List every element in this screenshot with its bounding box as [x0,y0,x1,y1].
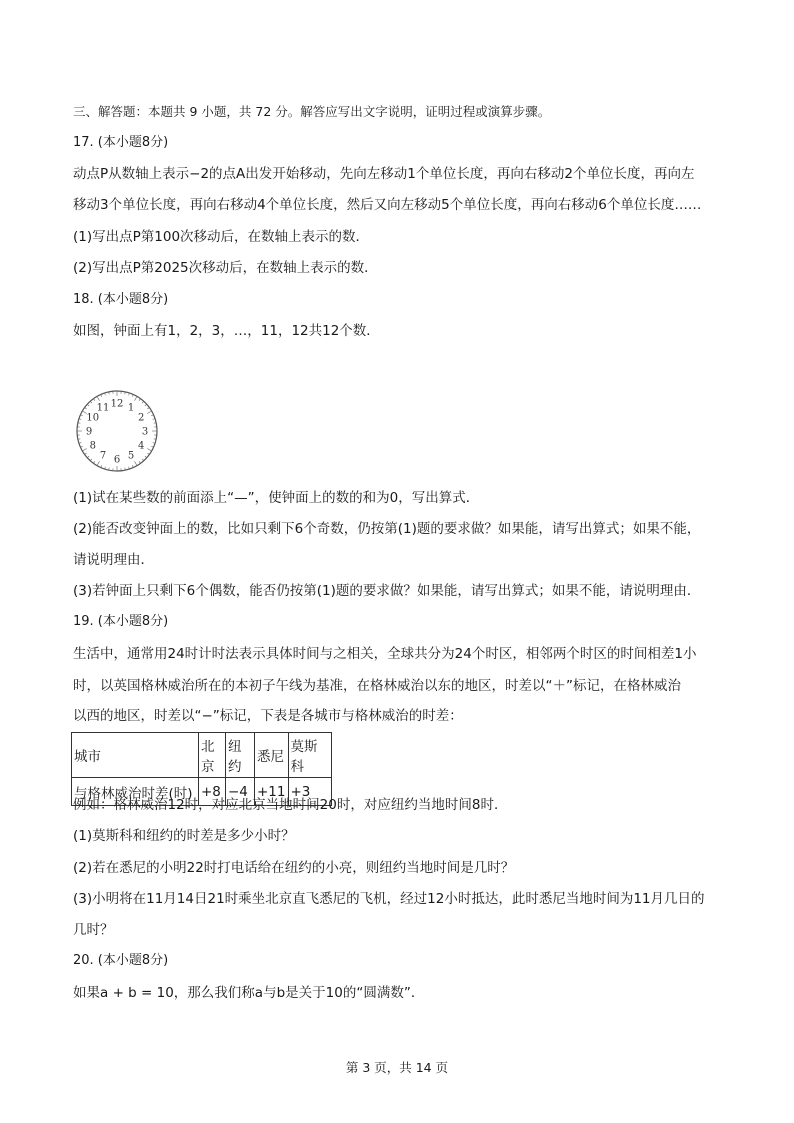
clock-number: 5 [127,450,135,462]
q18-part2-line2: 请说明理由． [73,552,154,568]
clock-tick [85,407,87,408]
q19-part2: (2)若在悉尼的小明22时打电话给在纽约的小亮，则纽约当地时间是几时？ [73,860,515,876]
table-cell: 北京 [199,733,226,778]
table-cell: +8 [199,778,226,806]
page-footer: 第 3 页，共 14 页 [345,1060,449,1075]
clock-tick [93,399,94,401]
q18-part3: (3)若钟面上只剩下6个偶数，能否仍按第(1)题的要求做？如果能，请写出算式；如果不能，请说明理由． [73,583,701,599]
q18-part1: (1)试在某些数的前面添上“—”，使钟面上的数的和为0，写出算式． [73,490,480,506]
q17-text-line1: 动点P从数轴上表示−2的点A出发开始移动，先向左移动1个单位长度，再向右移动2个单位长度，再向左 [73,166,695,182]
q18-head: 18. (本小题8分) [73,292,169,307]
clock-tick [147,449,151,452]
table-cell: −4 [226,778,255,806]
clock-number: 3 [141,426,149,438]
table-cell: 城市 [72,733,199,778]
clock-number: 12 [110,398,124,410]
clock-tick [145,456,147,458]
q19-part3-line1: (3)小明将在11月14日21时乘坐北京直飞悉尼的飞机，经过12小时抵达，此时悉尼当地时间为11月几日的 [73,891,705,907]
clock-number: 7 [99,450,107,462]
clock-tick [97,461,100,465]
clock-tick [142,401,144,403]
q19-head: 19. (本小题8分) [73,614,169,629]
q17-part2: (2)写出点P第2025次移动后，在数轴上表示的数． [73,260,378,276]
q20-text: 如果a + b = 10，那么我们称a与b是关于10的“圆满数”． [73,985,425,1001]
clock-number: 1 [127,402,135,414]
clock-tick [139,399,140,401]
table-cell: 莫斯科 [288,733,331,778]
q19-example: 例如：格林威治12时，对应北京当地时间20时，对应纽约当地时间8时． [73,797,508,813]
clock-tick [85,453,87,454]
time-difference-table [71,732,332,806]
clock-tick [90,459,92,461]
clock-tick [135,396,138,400]
clock-number: 10 [86,412,100,424]
clock-tick [82,449,86,452]
clock-number: 2 [138,412,145,424]
section-heading: 三、解答题：本题共 9 小题，共 72 分。解答应写出文字说明，证明过程或演算步骤。 [73,104,551,119]
q18-intro: 如图，钟面上有1，2，3，…，11，12共12个数． [73,323,380,339]
clock-tick [147,411,151,414]
clock-tick [90,401,92,403]
q19-part3-line2: 几时？ [73,922,114,938]
clock-tick [93,461,94,463]
q17-head: 17. (本小题8分) [73,135,169,150]
q18-part2-line1: (2)能否改变钟面上的数，比如只剩下6个奇数，仍按第(1)题的要求做？如果能，请写出算式；如果不能， [73,521,701,537]
table-cell: 与格林威治时差(时) [72,778,199,806]
clock-numbers [86,399,148,466]
q19-text-line2: 时，以英国格林威治所在的本初子午线为基准，在格林威治以东的地区，时差以“＋”标记，在格林威治 [73,678,681,694]
clock-number: 4 [138,440,145,452]
table-cell: 悉尼 [255,733,289,778]
clock-tick [147,453,149,454]
clock-tick [145,404,147,406]
table-cell: +11 [255,778,289,806]
table-cell: 纽约 [226,733,255,778]
clock-tick [147,407,149,408]
clock-svg [74,388,160,474]
q19-text-line3: 以西的地区，时差以“−”标记，下表是各城市与格林威治的时差： [73,708,463,724]
clock-tick [87,404,89,406]
q20-head: 20. (本小题8分) [73,953,169,968]
q17-text-line2: 移动3个单位长度，再向右移动4个单位长度，然后又向左移动5个单位长度，再向右移动6个单位长度…… [73,197,702,213]
clock-tick [87,456,89,458]
clock-number: 9 [85,426,93,438]
clock-number: 11 [96,402,110,414]
clock-tick [142,459,144,461]
q19-part1: (1)莫斯科和纽约的时差是多少小时？ [73,828,295,844]
table-cell: +3 [288,778,331,806]
clock-number: 6 [113,454,121,466]
q19-text-line1: 生活中，通常用24时计时法表示具体时间与之相关，全球共分为24个时区，相邻两个时区的时间相差1小 [73,646,697,662]
clock-tick [139,461,140,463]
q17-part1: (1)写出点P第100次移动后，在数轴上表示的数． [73,229,370,245]
table-header-row [72,733,332,778]
clock-number: 8 [89,440,96,452]
clock-tick [97,396,100,400]
clock-face-figure [74,388,160,474]
clock-tick [135,461,138,465]
